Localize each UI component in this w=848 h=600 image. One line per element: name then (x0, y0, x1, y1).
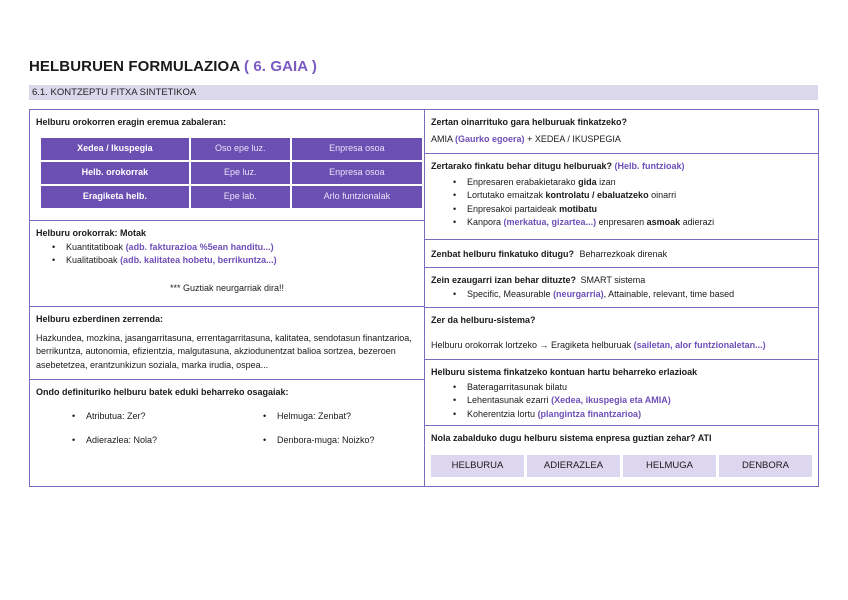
spread-heading: Nola zabalduko dugu helburu sistema enpresa guztian zehar? ATI (431, 433, 712, 443)
table-row (41, 186, 422, 208)
general-goals-heading: Helburu orokorrak: Motak (36, 228, 147, 238)
title-accent: ( 6. GAIA ) (243, 58, 318, 75)
system-text: Helburu orokorrak lortzeko → Eragiketa helburuak (431, 339, 632, 350)
elements-columns (36, 410, 418, 459)
table-cell: Epe lab. (191, 186, 290, 208)
table-cell: Oso epe luz. (191, 138, 290, 160)
list-item (459, 288, 812, 302)
table-cell: Eragiketa helb. (41, 186, 189, 208)
list-item (58, 241, 418, 255)
goals-list-heading: Helburu ezberdinen zerrenda: (36, 314, 164, 324)
scope-table (39, 136, 424, 210)
table-cell: Enpresa osoa (292, 138, 422, 160)
item-text: Bateragarritasunak bilatu (467, 381, 568, 392)
measurable-note: *** Guztiak neurgarriak dira!! (169, 282, 285, 293)
ati-box: DENBORA (719, 455, 812, 477)
traits-heading: Zein ezaugarri izan behar dituzte? (431, 275, 577, 285)
table-row (41, 162, 422, 184)
item-text: Enpresaren erabakietarako (467, 176, 579, 187)
page-title (29, 58, 317, 75)
right-column (425, 110, 818, 486)
basis-highlight: (Gaurko egoera) (455, 133, 525, 144)
howmany-section (425, 240, 818, 268)
item-text: Specific, Measurable (467, 288, 551, 299)
table-cell: Enpresa osoa (292, 162, 422, 184)
basis-heading: Zertan oinarrituko gara helburuak finkatzeko? (431, 117, 628, 127)
item-text: oinarri (648, 190, 677, 200)
item-label: Kuantitatiboak (66, 241, 124, 252)
item-text: enpresaren (596, 217, 647, 227)
purpose-heading-highlight: (Helb. funtzioak) (614, 161, 685, 171)
relations-heading: Helburu sistema finkatzeko kontuan hartu beharreko erlazioak (431, 367, 698, 377)
table-cell: Arlo funtzionalak (292, 186, 422, 208)
item-bold: motibatu (559, 203, 598, 214)
list-item: • Adierazlea: Nola? (78, 434, 227, 448)
list-item (459, 189, 812, 203)
ati-boxes (431, 455, 812, 477)
list-item (459, 408, 812, 422)
list-item (459, 176, 812, 190)
system-section (425, 308, 818, 360)
system-highlight: (sailetan, alor funtzionaletan...) (633, 339, 766, 350)
ati-box: HELMUGA (623, 455, 716, 477)
elements-heading: Ondo definituriko helburu batek eduki beharreko osagaiak: (36, 387, 289, 397)
goals-list-text: Hazkundea, mozkina, jasangarritasuna, errentagarritasuna, kalitatea, sendotasun finantzarioa, berrikuntza, autonomia, efizientzia, malgutasuna, akziodunentzat balioa sortzea, bezeroen asebetetzea, erantzunkizun soziala, marka irudia, ospea... (36, 332, 412, 370)
item-bold: kontrolatu / ebaluatzeko (545, 190, 649, 200)
left-column (30, 110, 425, 486)
item-bold: asmoak (646, 217, 681, 227)
list-item: • Denbora-muga: Noizko? (269, 434, 418, 448)
purpose-heading: Zertarako finkatu behar ditugu helburuak? (431, 161, 613, 171)
howmany-heading: Zenbat helburu finkatuko ditugu? (431, 249, 574, 259)
title-main: HELBURUEN FORMULAZIOA (29, 58, 240, 75)
item-text: adierazi (680, 217, 715, 227)
basis-post: + XEDEA / IKUSPEGIA (527, 133, 621, 144)
basis-section (425, 110, 818, 154)
table-row (41, 138, 422, 160)
traits-section (425, 268, 818, 308)
list-item: • Atributua: Zer? (78, 410, 227, 424)
list-item (459, 216, 812, 230)
scope-heading: Helburu orokorren eragin eremua zabaleran: (36, 117, 227, 127)
item-text: Enpresakoi partaideak (467, 203, 560, 214)
item-text: , Attainable, relevant, time based (603, 288, 735, 299)
howmany-answer: Beharrezkoak direnak (579, 249, 668, 259)
item-note: (adb. kalitatea hobetu, berrikuntza...) (120, 255, 277, 265)
item-highlight: (plangintza finantzarioa) (537, 408, 642, 419)
elements-section (30, 380, 424, 488)
traits-answer: SMART sistema (580, 275, 646, 285)
item-text: Lortutako emaitzak (467, 190, 546, 200)
list-item (459, 394, 812, 408)
basis-pre: AMIA (431, 133, 453, 144)
list-item (58, 254, 418, 268)
scope-section (30, 110, 424, 221)
item-bold: gida (578, 176, 597, 187)
item-text: Lehentasunak ezarri (467, 395, 549, 405)
item-label: Kualitatiboak (66, 255, 118, 265)
section-subtitle: 6.1. KONTZEPTU FITXA SINTETIKOA (29, 85, 818, 100)
general-goals-section (30, 221, 424, 307)
goals-list-section (30, 307, 424, 380)
list-item (459, 203, 812, 217)
list-item: • Helmuga: Zenbat? (269, 410, 418, 424)
item-text: izan (596, 176, 616, 187)
table-cell: Helb. orokorrak (41, 162, 189, 184)
table-cell: Xedea / Ikuspegia (41, 138, 189, 160)
purpose-section (425, 154, 818, 240)
ati-box: HELBURUA (431, 455, 524, 477)
item-text: Kanpora (467, 217, 504, 227)
item-note: (adb. fakturazioa %5ean handitu...) (125, 241, 274, 252)
system-heading: Zer da helburu-sistema? (431, 315, 536, 325)
table-cell: Epe luz. (191, 162, 290, 184)
list-item (459, 381, 812, 395)
ati-box: ADIERAZLEA (527, 455, 620, 477)
item-highlight: (neurgarria) (553, 288, 604, 299)
item-highlight: (Xedea, ikuspegia eta AMIA) (551, 395, 671, 405)
item-text: Koherentzia lortu (467, 408, 536, 419)
concept-sheet (29, 109, 819, 487)
item-highlight: (merkatua, gizartea...) (503, 217, 597, 227)
relations-section (425, 360, 818, 426)
spread-section (425, 426, 818, 488)
